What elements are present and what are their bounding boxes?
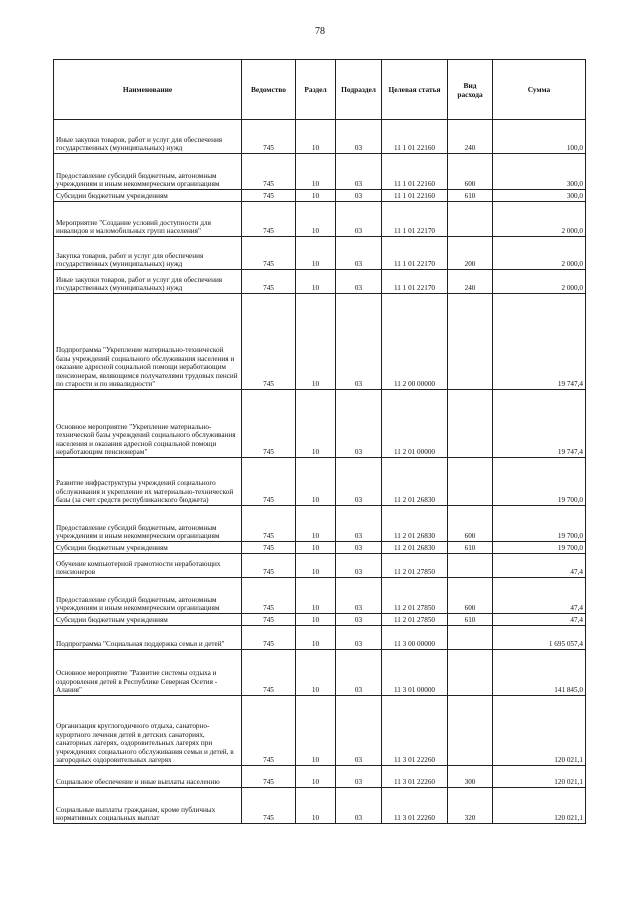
- cell-sum: 120 021,1: [493, 788, 586, 824]
- col-header-section: Раздел: [296, 60, 336, 120]
- cell-dept: 745: [242, 506, 296, 542]
- cell-dept: 745: [242, 190, 296, 202]
- cell-expense-type: [448, 650, 493, 696]
- cell-expense-type: 600: [448, 578, 493, 614]
- cell-section: 10: [296, 237, 336, 270]
- cell-expense-type: 600: [448, 506, 493, 542]
- cell-target: 11 2 01 27850: [382, 578, 448, 614]
- cell-name: Предоставление субсидий бюджетным, автономным учреждениям и иным некоммерческим организациям: [54, 578, 242, 614]
- cell-section: 10: [296, 766, 336, 788]
- cell-name: Мероприятие "Создание условий доступности для инвалидов и маломобильных групп населения": [54, 202, 242, 237]
- cell-dept: 745: [242, 270, 296, 294]
- cell-dept: 745: [242, 294, 296, 390]
- cell-section: 10: [296, 788, 336, 824]
- cell-subsection: 03: [336, 190, 382, 202]
- cell-sum: 2 000,0: [493, 237, 586, 270]
- cell-sum: 47,4: [493, 614, 586, 626]
- col-header-sum: Сумма: [493, 60, 586, 120]
- cell-target: 11 2 01 00000: [382, 390, 448, 458]
- cell-subsection: 03: [336, 294, 382, 390]
- table-row: [54, 650, 586, 696]
- cell-target: 11 3 00 00000: [382, 626, 448, 650]
- cell-name: Подпрограмма "Социальная поддержка семьи и детей": [54, 626, 242, 650]
- cell-section: 10: [296, 578, 336, 614]
- cell-expense-type: [448, 696, 493, 766]
- table-row: [54, 554, 586, 578]
- table-row: [54, 696, 586, 766]
- cell-expense-type: 610: [448, 542, 493, 554]
- table-row: [54, 626, 586, 650]
- cell-sum: 19 747,4: [493, 390, 586, 458]
- cell-subsection: 03: [336, 506, 382, 542]
- cell-section: 10: [296, 154, 336, 190]
- cell-dept: 745: [242, 237, 296, 270]
- cell-sum: 120 021,1: [493, 766, 586, 788]
- cell-name: Подпрограмма "Укрепление материально-технической базы учреждений социального обслуживания населения и оказание адресной социальной помощи неработающим пенсионерам, являющимся получателями трудовых пенсий по старости и по инвалидности": [54, 294, 242, 390]
- cell-dept: 745: [242, 578, 296, 614]
- cell-expense-type: [448, 626, 493, 650]
- col-header-expense-type: Вид расхода: [448, 60, 493, 120]
- cell-dept: 745: [242, 154, 296, 190]
- cell-sum: 47,4: [493, 578, 586, 614]
- budget-table: [53, 59, 586, 824]
- cell-name: Закупка товаров, работ и услуг для обеспечения государственных (муниципальных) нужд: [54, 237, 242, 270]
- cell-target: 11 3 01 22260: [382, 696, 448, 766]
- cell-target: 11 2 01 26830: [382, 542, 448, 554]
- table-row: [54, 614, 586, 626]
- cell-section: 10: [296, 458, 336, 506]
- cell-name: Организация круглогодичного отдыха, санаторно-курортного лечения детей в детских санаториях, санаторных лагерях, оздоровительных лагерях при учреждениях социального обслуживания семьи и детей, в загородных оздоровительных лагерях: [54, 696, 242, 766]
- cell-sum: 1 695 057,4: [493, 626, 586, 650]
- table-row: [54, 294, 586, 390]
- cell-dept: 745: [242, 696, 296, 766]
- table-row: [54, 542, 586, 554]
- cell-section: 10: [296, 650, 336, 696]
- cell-subsection: 03: [336, 554, 382, 578]
- cell-name: Развитие инфраструктуры учреждений социального обслуживания и укрепление их материально-технической базы (за счет средств республиканского бюджета): [54, 458, 242, 506]
- cell-name: Предоставление субсидий бюджетным, автономным учреждениям и иным некоммерческим организациям: [54, 154, 242, 190]
- cell-target: 11 1 01 22170: [382, 237, 448, 270]
- cell-expense-type: [448, 202, 493, 237]
- cell-target: 11 3 01 00000: [382, 650, 448, 696]
- cell-subsection: 03: [336, 154, 382, 190]
- table-row: [54, 766, 586, 788]
- cell-name: Предоставление субсидий бюджетным, автономным учреждениям и иным некоммерческим организациям: [54, 506, 242, 542]
- cell-section: 10: [296, 190, 336, 202]
- cell-subsection: 03: [336, 120, 382, 154]
- cell-sum: 19 700,0: [493, 506, 586, 542]
- cell-dept: 745: [242, 766, 296, 788]
- cell-target: 11 2 00 00000: [382, 294, 448, 390]
- cell-expense-type: 610: [448, 190, 493, 202]
- cell-target: 11 1 01 22170: [382, 270, 448, 294]
- cell-section: 10: [296, 270, 336, 294]
- cell-target: 11 1 01 22170: [382, 202, 448, 237]
- cell-expense-type: 240: [448, 270, 493, 294]
- cell-subsection: 03: [336, 390, 382, 458]
- table-row: [54, 154, 586, 190]
- col-header-dept: Ведомство: [242, 60, 296, 120]
- cell-dept: 745: [242, 120, 296, 154]
- cell-target: 11 2 01 27850: [382, 614, 448, 626]
- cell-subsection: 03: [336, 237, 382, 270]
- cell-expense-type: 610: [448, 614, 493, 626]
- cell-sum: 2 000,0: [493, 202, 586, 237]
- cell-expense-type: 200: [448, 237, 493, 270]
- cell-subsection: 03: [336, 766, 382, 788]
- cell-section: 10: [296, 202, 336, 237]
- cell-target: 11 2 01 26830: [382, 458, 448, 506]
- table-row: [54, 270, 586, 294]
- cell-sum: 19 747,4: [493, 294, 586, 390]
- cell-name: Иные закупки товаров, работ и услуг для обеспечения государственных (муниципальных) нужд: [54, 120, 242, 154]
- cell-section: 10: [296, 554, 336, 578]
- cell-name: Субсидии бюджетным учреждениям: [54, 190, 242, 202]
- cell-subsection: 03: [336, 626, 382, 650]
- table-row: [54, 202, 586, 237]
- cell-target: 11 3 01 22260: [382, 766, 448, 788]
- cell-name: Социальные выплаты гражданам, кроме публичных нормативных социальных выплат: [54, 788, 242, 824]
- cell-sum: 141 845,0: [493, 650, 586, 696]
- cell-name: Основное мероприятие "Развитие системы отдыха и оздоровления детей в Республике Северная Осетия - Алания": [54, 650, 242, 696]
- cell-sum: 19 700,0: [493, 458, 586, 506]
- cell-expense-type: [448, 458, 493, 506]
- cell-dept: 745: [242, 554, 296, 578]
- col-header-name: Наименование: [54, 60, 242, 120]
- cell-name: Обучение компьютерной грамотности неработающих пенсионеров: [54, 554, 242, 578]
- cell-subsection: 03: [336, 270, 382, 294]
- cell-name: Иные закупки товаров, работ и услуг для обеспечения государственных (муниципальных) нужд: [54, 270, 242, 294]
- cell-section: 10: [296, 696, 336, 766]
- cell-target: 11 1 01 22160: [382, 154, 448, 190]
- table-row: [54, 190, 586, 202]
- table-header-row: [54, 60, 586, 120]
- cell-section: 10: [296, 614, 336, 626]
- table-row: [54, 458, 586, 506]
- cell-target: 11 1 01 22160: [382, 190, 448, 202]
- cell-dept: 745: [242, 202, 296, 237]
- cell-dept: 745: [242, 788, 296, 824]
- table-row: [54, 506, 586, 542]
- cell-sum: 120 021,1: [493, 696, 586, 766]
- table-row: [54, 237, 586, 270]
- cell-expense-type: 320: [448, 788, 493, 824]
- cell-subsection: 03: [336, 696, 382, 766]
- table-row: [54, 390, 586, 458]
- cell-name: Субсидии бюджетным учреждениям: [54, 614, 242, 626]
- cell-target: 11 3 01 22260: [382, 788, 448, 824]
- cell-expense-type: [448, 390, 493, 458]
- cell-dept: 745: [242, 390, 296, 458]
- cell-target: 11 2 01 26830: [382, 506, 448, 542]
- cell-dept: 745: [242, 458, 296, 506]
- cell-expense-type: 300: [448, 766, 493, 788]
- cell-subsection: 03: [336, 202, 382, 237]
- cell-expense-type: [448, 294, 493, 390]
- cell-expense-type: 600: [448, 154, 493, 190]
- cell-target: 11 2 01 27850: [382, 554, 448, 578]
- cell-name: Социальное обеспечение и иные выплаты населению: [54, 766, 242, 788]
- table-row: [54, 788, 586, 824]
- cell-subsection: 03: [336, 578, 382, 614]
- cell-section: 10: [296, 506, 336, 542]
- cell-name: Субсидии бюджетным учреждениям: [54, 542, 242, 554]
- cell-dept: 745: [242, 626, 296, 650]
- table-row: [54, 120, 586, 154]
- cell-sum: 2 000,0: [493, 270, 586, 294]
- cell-section: 10: [296, 626, 336, 650]
- cell-sum: 300,0: [493, 190, 586, 202]
- cell-dept: 745: [242, 542, 296, 554]
- page-number: 78: [315, 26, 325, 37]
- cell-dept: 745: [242, 614, 296, 626]
- cell-name: Основное мероприятие "Укрепление материально-технической базы учреждений социального обслуживания населения и оказания адресной социальной помощи неработающим пенсионерам": [54, 390, 242, 458]
- cell-sum: 19 700,0: [493, 542, 586, 554]
- cell-section: 10: [296, 542, 336, 554]
- cell-subsection: 03: [336, 650, 382, 696]
- cell-expense-type: 240: [448, 120, 493, 154]
- cell-expense-type: [448, 554, 493, 578]
- cell-subsection: 03: [336, 788, 382, 824]
- cell-subsection: 03: [336, 458, 382, 506]
- cell-subsection: 03: [336, 542, 382, 554]
- cell-section: 10: [296, 294, 336, 390]
- cell-sum: 100,0: [493, 120, 586, 154]
- cell-sum: 47,4: [493, 554, 586, 578]
- cell-dept: 745: [242, 650, 296, 696]
- cell-section: 10: [296, 120, 336, 154]
- cell-sum: 300,0: [493, 154, 586, 190]
- col-header-target: Целевая статья: [382, 60, 448, 120]
- table-row: [54, 578, 586, 614]
- cell-section: 10: [296, 390, 336, 458]
- col-header-subsection: Подраздел: [336, 60, 382, 120]
- cell-subsection: 03: [336, 614, 382, 626]
- cell-target: 11 1 01 22160: [382, 120, 448, 154]
